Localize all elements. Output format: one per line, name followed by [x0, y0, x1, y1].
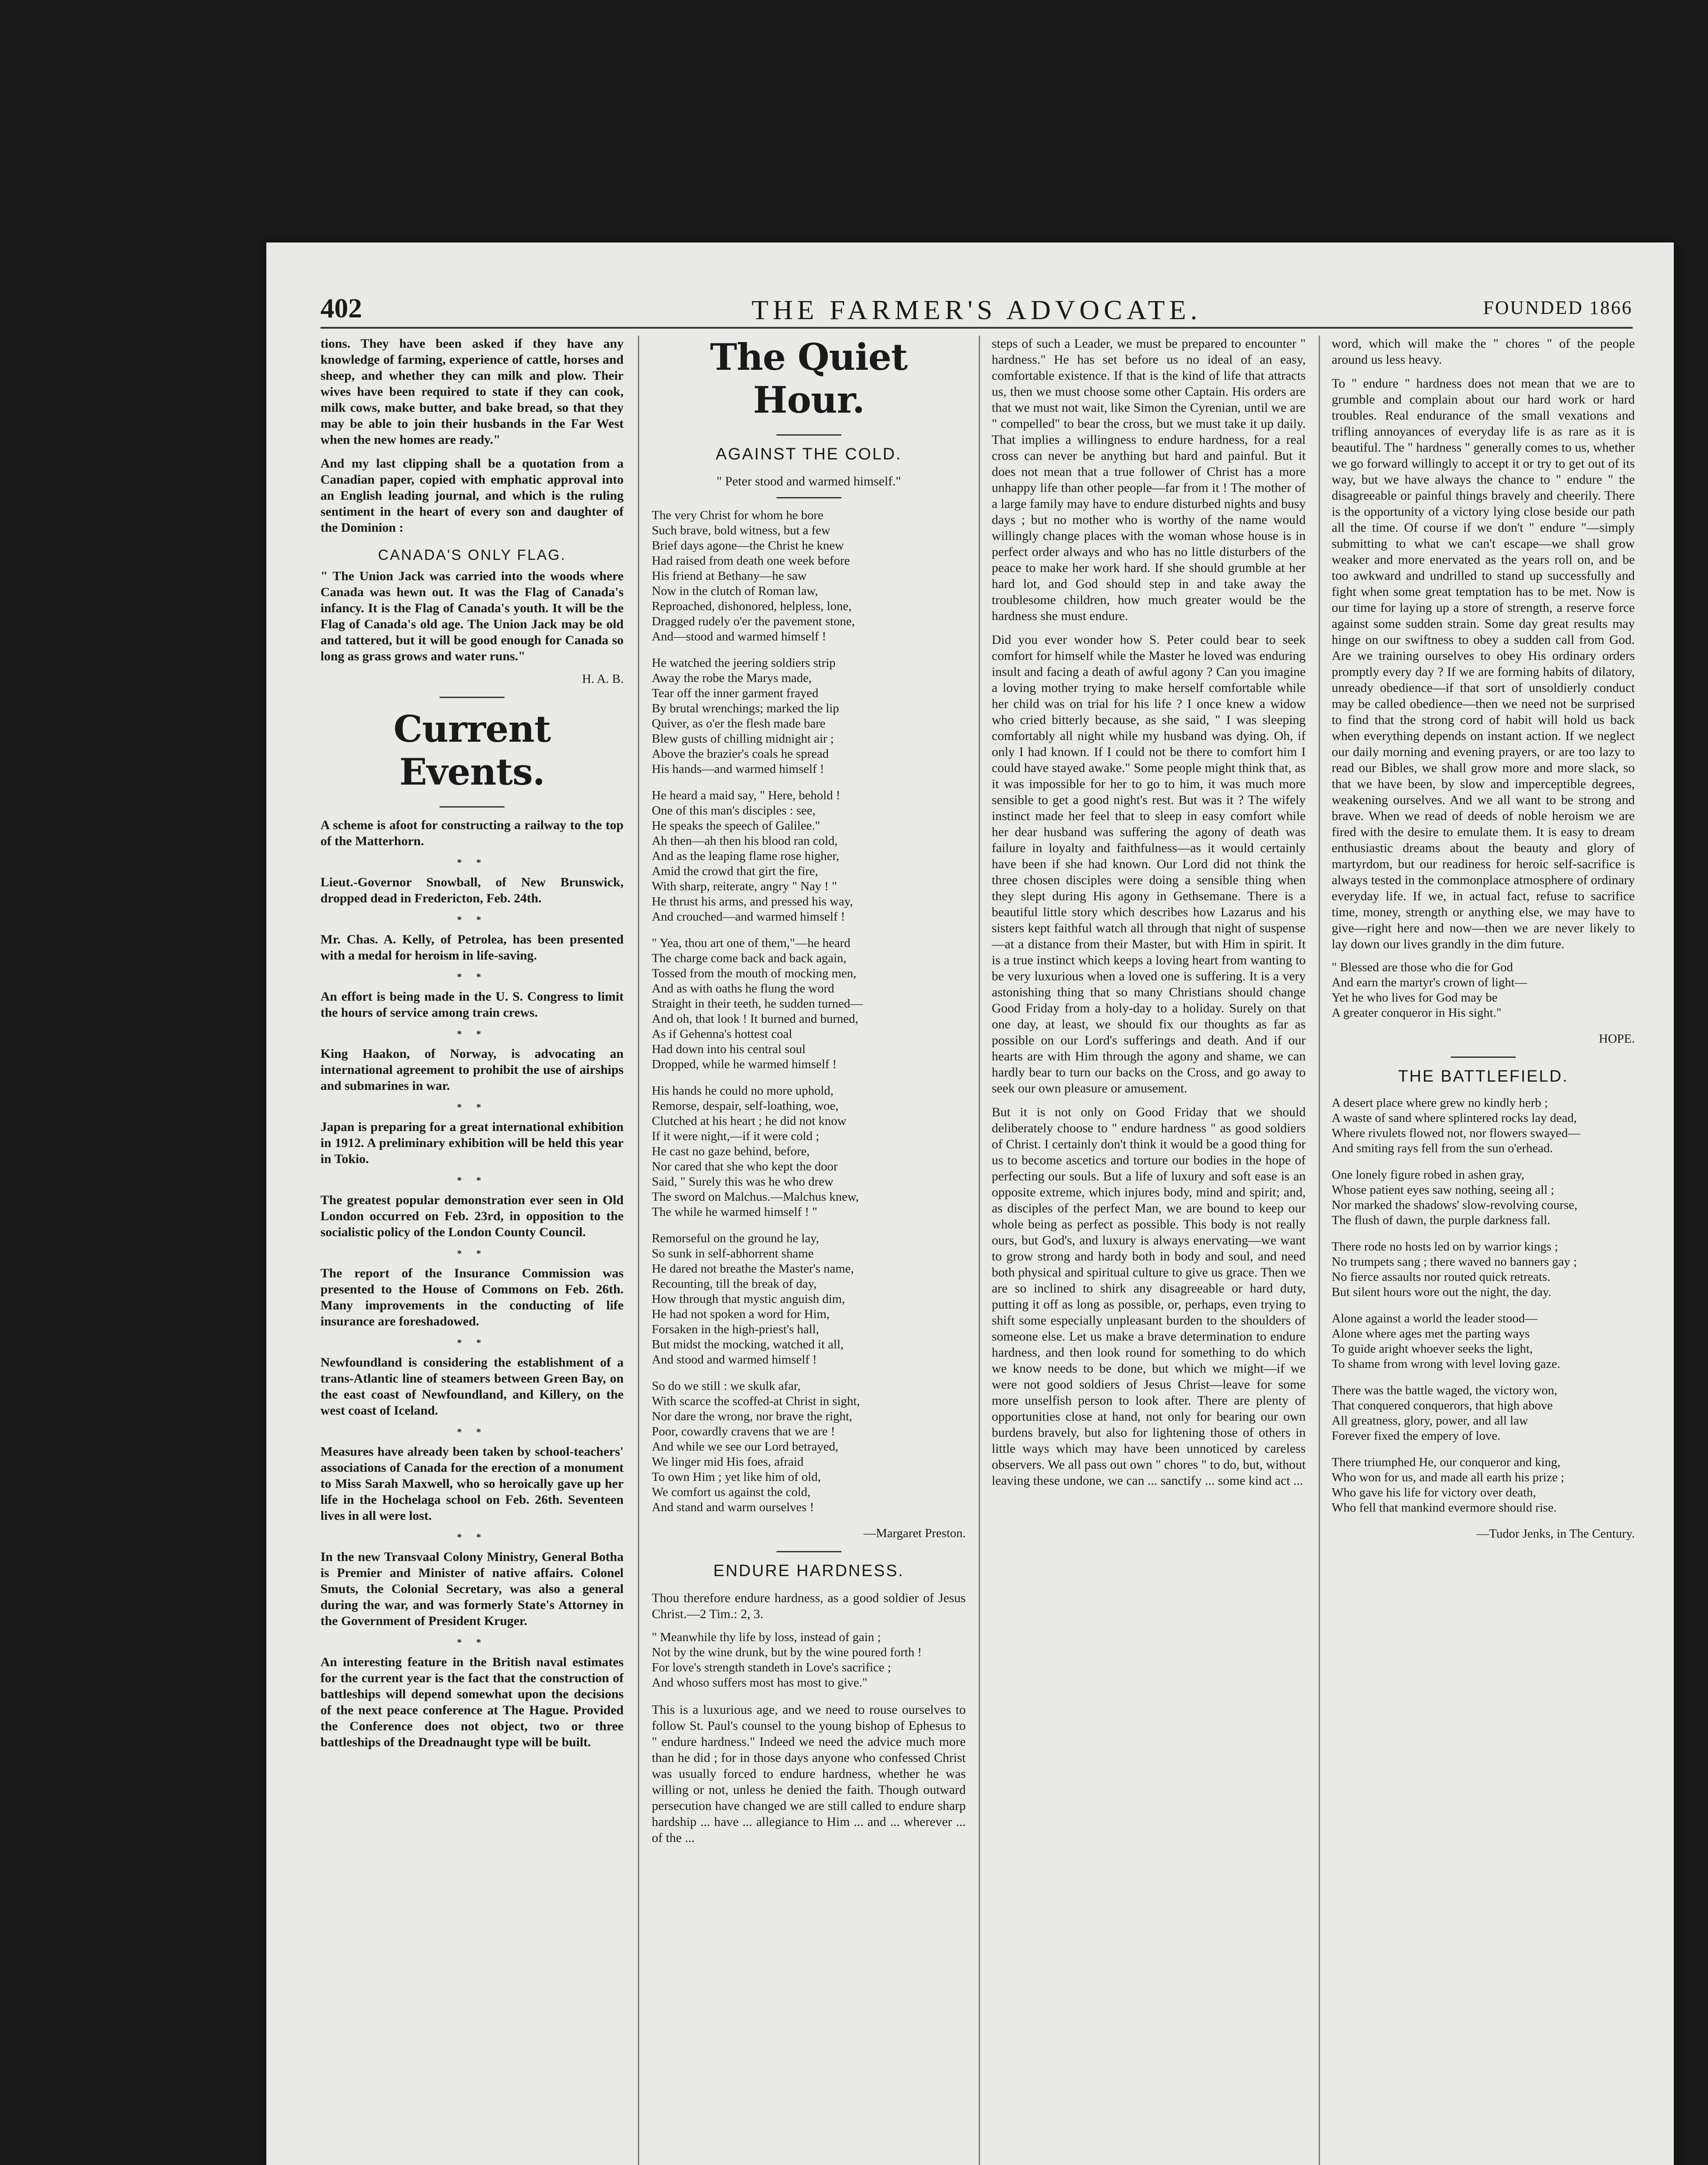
poem-line: Forever fixed the empery of love. [1332, 1429, 1501, 1443]
poem-line: So sunk in self-abhorrent shame [652, 1247, 814, 1260]
poem-line: " Yea, thou art one of them,"—he heard [652, 936, 851, 950]
star-separator: * * [457, 1175, 487, 1186]
divider [776, 497, 841, 498]
poem-line: And—stood and warmed himself ! [652, 630, 826, 643]
poem-line: Alone where ages met the parting ways [1332, 1327, 1530, 1341]
star-separator: * * [457, 971, 487, 982]
poem-signature: —Margaret Preston. [863, 1526, 966, 1540]
star-separator: * * [457, 1248, 487, 1259]
column-3 [992, 336, 1306, 2165]
poem-line: Poor, cowardly cravens that we are ! [652, 1425, 835, 1438]
poem-stanza [652, 656, 966, 777]
poem-stanza [1332, 1383, 1635, 1444]
verse-line: Not by the wine drunk, but by the wine poured forth ! [652, 1645, 922, 1659]
poem-line: Had down into his central soul [652, 1042, 806, 1056]
quiet-hour-title: The Quiet Hour. [710, 336, 908, 421]
poem-line: His friend at Bethany—he saw [652, 569, 807, 583]
newspaper-page [266, 242, 1674, 2165]
poem-line: Who won for us, and made all earth his prize ; [1332, 1470, 1565, 1484]
star-separator: * * [457, 1637, 487, 1648]
poem-line: Blew gusts of chilling midnight air ; [652, 732, 834, 746]
poem-line: Alone against a world the leader stood— [1332, 1312, 1538, 1325]
poem-line: The flush of dawn, the purple darkness fall. [1332, 1213, 1550, 1227]
poem-line: To own Him ; yet like him of old, [652, 1470, 821, 1484]
news-item: Mr. Chas. A. Kelly, of Petrolea, has been presented with a medal for heroism in life-saving. [320, 932, 624, 963]
poem-line: Amid the crowd that girt the fire, [652, 864, 818, 878]
poem-line: Who gave his life for victory over death, [1332, 1486, 1536, 1499]
news-item: In the new Transvaal Colony Ministry, General Botha is Premier and Minister of native affairs. Colonel Smuts, the Colonial Secretary, was also a general during the war, and was formerly State's Attorney in the Government of President Kruger. [320, 1550, 624, 1628]
star-separator: * * [457, 1102, 487, 1112]
poem-line: To shame from wrong with level loving gaze. [1332, 1357, 1560, 1371]
poem-line: Now in the clutch of Roman law, [652, 584, 818, 598]
poem-line: Ah then—ah then his blood ran cold, [652, 834, 838, 848]
battlefield-signature: —Tudor Jenks, in The Century. [1476, 1527, 1635, 1541]
verse-line: " Meanwhile thy life by loss, instead of gain ; [652, 1630, 881, 1644]
star-separator: * * [457, 914, 487, 925]
star-separator: * * [457, 1028, 487, 1039]
poem-stanza [1332, 1455, 1635, 1516]
poem-stanza [1332, 1167, 1635, 1228]
endure-paragraph: This is a luxurious age, and we need to rouse ourselves to follow St. Paul's counsel to the young bishop of Ephesus to " endure hardness." Indeed we need the advice much more than he did ; for in those days anyone who confessed Christ was usually forced to endure hardness, whether he was willing or not, unless he denied the faith. Though outward persecution have changed we are still called to endure sharp hardship ... have ... allegiance to Him ... and ... wherever ... of the ... [652, 1703, 966, 1845]
poem-line: Tossed from the mouth of mocking men, [652, 966, 857, 980]
poem-line: By brutal wrenchings; marked the lip [652, 701, 839, 715]
verse-line: Yet he who lives for God may be [1332, 991, 1498, 1005]
poem-line: Forsaken in the high-priest's hall, [652, 1322, 819, 1336]
poem-line: Reproached, dishonored, helpless, lone, [652, 599, 852, 613]
poem-line: Said, " Surely this was he who drew [652, 1175, 834, 1189]
body-paragraph: steps of such a Leader, we must be prepared to encounter " hardness." He has set before us no ideal of an easy, comfortable existence. If that is the kind of life that attracts us, then we must choose some other Captain. His orders are that we must not wait, like Simon the Cyrenian, until we are " compelled" to bear the cross, but we must take it up daily. That implies a willingness to endure hardness, for a real cross can never be anything but hard and painful. But it does not mean that a true follower of Christ has a more unhappy life than other people—far from it ! The mother of a large family may have to endure disturbed nights and busy days ; but no mother who is worthy of the name would willingly change places with the woman whose house is in perfect order always and who has no little disturbers of the peace to make her work hard. If she should grumble at her hard lot, and God should step in and take away the troublesome children, how much greater would be the hardness she must endure. [992, 336, 1306, 623]
poem-line: There rode no hosts led on by warrior kings ; [1332, 1240, 1558, 1254]
poem-line: The sword on Malchus.—Malchus knew, [652, 1190, 859, 1204]
poem-line: A desert place where grew no kindly herb ; [1332, 1096, 1548, 1110]
poem-line: His hands he could no more uphold, [652, 1084, 834, 1098]
poem-line: No fierce assaults nor routed quick retreats. [1332, 1270, 1550, 1284]
column-4 [1332, 336, 1635, 2165]
endure-scripture: Thou therefore endure hardness, as a good soldier of Jesus Christ.—2 Tim.: 2, 3. [652, 1591, 966, 1621]
poem-line: Quiver, as o'er the flesh made bare [652, 717, 826, 730]
poem-line: The while he warmed himself ! " [652, 1205, 818, 1219]
poem-line: He dared not breathe the Master's name, [652, 1262, 854, 1276]
poem-line: If it were night,—if it were cold ; [652, 1129, 819, 1143]
poem-line: Clutched at his heart ; he did not know [652, 1114, 847, 1128]
poem-line: But silent hours wore out the night, the day. [1332, 1285, 1552, 1299]
news-item: An interesting feature in the British naval estimates for the current year is the fact that the construction of battleships will depend somewhat upon the decisions of the next peace conference at The Hague. Provided the Conference does not object, two or three battleships of the Dreadnaught type will be built. [320, 1655, 624, 1749]
star-separator: * * [457, 857, 487, 868]
poem-line: How through that mystic anguish dim, [652, 1292, 845, 1306]
body-paragraph: To " endure " hardness does not mean that we are to grumble and complain about our hard work or hard troubles. Real endurance of the small vexations and trifling annoyances of everyday life is as rare as it is beautiful. The " hardness " generally comes to us, whether we go forward willingly to accept it or try to get out of its way, but we have always the chance to " endure " the disagreeable or painful things bravely and cheerily. There is the opportunity of a victory lying close beside our path all the time. Of course if we don't " endure "—simply submitting to what we can't escape—we shall grow weaker and more enervated as the years roll on, and be too awkward and undrilled to stand up successfully and fight when some great temptation has to be met. Now is our time for laying up a store of strength, a reserve force against some sudden strain. Some day great results may hinge on our swiftness to obey a sudden call from God. Are we training ourselves to obey His ordinary orders promptly every day ? If we are forming habits of dilatory, unready obedience—if that sort of unsoldierly conduct may be called obedience—then we need not be surprised to find that the strong cord of habit will hold us back when everything depends on instant action. If we neglect our daily morning and evening prayers, or are too lazy to read our Bibles, we shall grow more and more slack, so that we have been, by slow and imperceptible degrees, weakening ourselves. And we all want to be strong and brave. When we read of deeds of noble heroism we are fired with the desire to emulate them. It is easy to dream enthusiastic dreams about the beauty and glory of martyrdom, but our readiness for heroic self-sacrifice is always tested in the commonplace atmosphere of ordinary everyday life. If we, in actual fact, refuse to sacrifice time, money, strength or anything else, we may have to give—right here and now—then we are never likely to lay down our lives grandly in the dim future. [1332, 376, 1635, 951]
poem-line: And as the leaping flame rose higher, [652, 849, 839, 863]
verse-line: And whoso suffers most has most to give." [652, 1676, 867, 1690]
poem-line: Whose patient eyes saw nothing, seeing all ; [1332, 1183, 1554, 1197]
poem-line: There was the battle waged, the victory won, [1332, 1383, 1558, 1397]
poem-line: Nor marked the shadows' slow-revolving course, [1332, 1198, 1578, 1212]
verse-line: " Blessed are those who die for God [1332, 960, 1513, 974]
poem-stanza [1332, 1311, 1635, 1372]
poem-line: All greatness, glory, power, and all law [1332, 1414, 1528, 1428]
poem-line: His hands—and warmed himself ! [652, 762, 824, 776]
current-events-title: Current Events. [393, 708, 551, 793]
publication-title: THE FARMER'S ADVOCATE. [751, 294, 1202, 325]
divider [776, 1551, 841, 1552]
poem-stanza [652, 936, 966, 1072]
poem-line: That conquered conquerors, that high above [1332, 1399, 1553, 1412]
poem-line: And stood and warmed himself ! [652, 1353, 817, 1367]
poem-line: Tear off the inner garment frayed [652, 686, 818, 700]
poem-line: Remorse, despair, self-loathing, woe, [652, 1099, 839, 1113]
flag-text: " The Union Jack was carried into the woods where Canada was hewn out. It was the Flag of Canada's infancy. It is the Flag of Canada's youth. It will be the Flag of Canada's old age. The Union Jack may be old and tattered, but it will be good enough for Canada so long as grass grows and water runs." [320, 569, 624, 663]
poem-line: To guide aright whoever seeks the light, [1332, 1342, 1533, 1356]
poem-line: And smiting rays fell from the sun o'erhead. [1332, 1141, 1553, 1155]
poem-stanza [652, 1379, 966, 1515]
news-item: King Haakon, of Norway, is advocating an international agreement to prohibit the use of airships and submarines in war. [320, 1047, 624, 1093]
poem-line: But midst the mocking, watched it all, [652, 1338, 844, 1351]
poem-line: Such brave, bold witness, but a few [652, 523, 831, 537]
column-rule [1319, 336, 1320, 2165]
poem-line: He cast no gaze behind, before, [652, 1144, 810, 1158]
founded-line: FOUNDED 1866 [1483, 297, 1633, 318]
news-item: Japan is preparing for a great international exhibition in 1912. A preliminary exhibition will be held this year in Tokio. [320, 1120, 624, 1166]
poem-line: Away the robe the Marys made, [652, 671, 812, 685]
news-item: An effort is being made in the U. S. Congress to limit the hours of service among train crews. [320, 989, 624, 1020]
poem-line: He speaks the speech of Galilee." [652, 819, 820, 833]
poem-line: With scarce the scoffed-at Christ in sight, [652, 1394, 860, 1408]
poem-stanza [652, 1231, 966, 1367]
poem-line: So do we still : we skulk afar, [652, 1379, 801, 1393]
intro-paragraph: And my last clipping shall be a quotation from a Canadian paper, copied with emphatic approval into an English leading journal, and which is the ruling sentiment in the heart of every son and daughter of the Dominion : [320, 456, 624, 535]
body-paragraph: Did you ever wonder how S. Peter could bear to seek comfort for himself while the Master he loved was enduring insult and facing a death of awful agony ? Can you imagine a loving mother trying to make herself comfortable while her child was on trial for his life ? I once knew a widow who cried bitterly because, as she said, " I was sleeping comfortably all night while my husband was dying. Oh, if only I had known. If I could not be there to comfort him I could have stayed awake." Some people might think that, as it was impossible for her to go to him, it was much more sensible to get a good night's rest. But was it ? The wifely instinct made her feel that to sleep in easy comfort while her dear husband was suffering the agony of death was failure in loyalty and faithfulness—as it would certainly have been if she had known. Our Lord did not think the three chosen disciples were doing a sensible thing when they slept during His agony in Gethsemane. There is a beautiful little story which describes how Lazarus and his sisters kept faithful watch all through that night of suspense—at a distance from their Master, but with Him in spirit. It is a true instinct which keeps a loving heart from wanting to be very luxurious when a loved one is suffering. It is a very astonishing thing that so many Christians should change Good Friday from a holy-day to a holiday. Surely on that one day, at least, we should fix our thoughts as far as possible on our Lord's sufferings and death. And if our hearts are with Him through the agony and shame, we can hardly bear to turn our backs on the Cross, and go away to seek our own pleasure or amusement. [992, 633, 1306, 1095]
star-separator: * * [457, 1337, 487, 1348]
poem-stanza [652, 788, 966, 924]
cold-heading: AGAINST THE COLD. [715, 445, 902, 463]
star-separator: * * [457, 1532, 487, 1542]
poem-line: A waste of sand where splintered rocks lay dead, [1332, 1111, 1577, 1125]
endure-verse [652, 1630, 966, 1690]
poem-line: Who fell that mankind evermore should rise. [1332, 1501, 1557, 1515]
hope-verse [1332, 960, 1635, 1021]
poem-line: He watched the jeering soldiers strip [652, 656, 836, 670]
cold-epigraph: " Peter stood and warmed himself." [716, 474, 901, 488]
poem-line: Recounting, till the break of day, [652, 1277, 817, 1291]
verse-line: A greater conqueror in His sight." [1332, 1006, 1501, 1020]
poem-line: Dragged rudely o'er the pavement stone, [652, 614, 855, 628]
verse-line: And earn the martyr's crown of light— [1332, 976, 1527, 989]
poem-line: As if Gehenna's hottest coal [652, 1027, 793, 1041]
page-number: 402 [320, 293, 362, 323]
poem-line: Had raised from death one week before [652, 554, 850, 568]
star-separator: * * [457, 1426, 487, 1437]
column-1 [320, 336, 624, 2165]
poem-line: The charge come back and back again, [652, 951, 847, 965]
poem-line: No trumpets sang ; there waved no banners gay ; [1332, 1255, 1577, 1269]
poem-line: He thrust his arms, and pressed his way, [652, 895, 853, 908]
divider [440, 806, 505, 808]
poem-stanza [1332, 1095, 1635, 1156]
news-item: Measures have already been taken by school-teachers' associations of Canada for the erection of a monument to Miss Sarah Maxwell, who so heroically gave up her life in the Hochelaga school on Feb. 26th. Seventeen lives in all were lost. [320, 1444, 624, 1523]
body-paragraph: But it is not only on Good Friday that we should deliberately choose to " endure hardness " as good soldiers of Christ. I certainly don't think it would be a good thing for us to become ascetics and torture our bodies in the hope of perfecting our souls. But a life of luxury and soft ease is an opposite extreme, which injures body, mind and spirit; and, as disciples of the perfect Man, we are bound to keep our whole being as perfect as possible. This body is not really ours, but God's, and luxury is always enervating—we want to grow strong and hardy both in body and soul, and need both physical and spiritual culture to give us grace. Then we are so inclined to shirk any disagreeable or hard duty, putting it off as long as possible, or, perhaps, even trying to shift some especially unpleasant burden to the shoulders of someone else. Let us make a brave determination to endure hardness, and then look round for something to do which we know needs to be done, but which we might—if we were not good soldiers of Jesus Christ—leave for some more unselfish person to look after. There are plenty of opportunities close at hand, not only for bearing our own burdens bravely, but also for lightening those of others in little ways which may have been unnoticed by careless observers. We all pass out own " chores " to do, but, without leaving these undone, we can ... sanctify ... some kind act ... [992, 1105, 1306, 1488]
poem-line: We linger mid His foes, afraid [652, 1455, 804, 1469]
poem-line: The very Christ for whom he bore [652, 508, 824, 522]
poem-line: And stand and warm ourselves ! [652, 1500, 814, 1514]
news-item: Newfoundland is considering the establishment of a trans-Atlantic line of steamers between Green Bay, on the east coast of Newfoundland, and Killery, on the west coast of Iceland. [320, 1355, 624, 1418]
poem-line: There triumphed He, our conqueror and king, [1332, 1455, 1561, 1469]
poem-line: One of this man's disciples : see, [652, 804, 816, 818]
body-paragraph: word, which will make the " chores " of the people around us less heavy. [1332, 336, 1635, 367]
poem-line: He had not spoken a word for Him, [652, 1307, 830, 1321]
battlefield-heading: THE BATTLEFIELD. [1398, 1067, 1569, 1086]
poem-line: And oh, that look ! It burned and burned, [652, 1012, 858, 1026]
poem-stanza [652, 1083, 966, 1220]
poem-stanza [652, 508, 966, 644]
poem-line: And crouched—and warmed himself ! [652, 910, 845, 924]
news-item: The greatest popular demonstration ever seen in Old London occurred on Feb. 23rd, in opposition to the socialistic policy of the London County Council. [320, 1193, 624, 1239]
poem-line: And while we see our Lord betrayed, [652, 1440, 838, 1454]
flag-heading: CANADA'S ONLY FLAG. [378, 547, 566, 563]
poem-line: Where rivulets flowed not, nor flowers swayed— [1332, 1126, 1581, 1140]
poem-line: Above the brazier's coals he spread [652, 747, 829, 761]
poem-against-the-cold [652, 508, 966, 1515]
poem-line: Nor cared that she who kept the door [652, 1160, 838, 1173]
intro-paragraph: tions. They have been asked if they have any knowledge of farming, experience of cattle, horses and sheep, and whether they can milk and plow. Their wives have been required to state if they can cook, milk cows, make butter, and bake bread, so that they may be able to join their husbands in the Far West when the new homes are ready." [320, 336, 624, 447]
poem-line: With sharp, reiterate, angry " Nay ! " [652, 879, 837, 893]
endure-heading: ENDURE HARDNESS. [713, 1562, 904, 1580]
poem-line: Brief days agone—the Christ he knew [652, 539, 844, 553]
poem-line: Dropped, while he warmed himself ! [652, 1057, 837, 1071]
page-header [320, 288, 1633, 329]
news-list [320, 817, 624, 1750]
poem-stanza [1332, 1239, 1635, 1300]
column-rule [638, 336, 639, 2165]
news-item: The report of the Insurance Commission was presented to the House of Commons on Feb. 26th. Many improvements in the conducting of life insurance are foreshadowed. [320, 1266, 624, 1328]
column-2 [652, 336, 966, 2165]
poem-line: Nor dare the wrong, nor brave the right, [652, 1409, 853, 1423]
poem-line: We comfort us against the cold, [652, 1485, 811, 1499]
poem-line: Straight in their teeth, he sudden turned— [652, 997, 863, 1011]
poem-line: And as with oaths he flung the word [652, 982, 835, 995]
verse-signature: HOPE. [1599, 1032, 1635, 1046]
divider [1451, 1057, 1516, 1058]
flag-signature: H. A. B. [582, 672, 624, 686]
divider [776, 434, 841, 436]
poem-the-battlefield [1332, 1095, 1635, 1516]
poem-line: Remorseful on the ground he lay, [652, 1231, 819, 1245]
news-item: A scheme is afoot for constructing a railway to the top of the Matterhorn. [320, 818, 624, 848]
poem-line: One lonely figure robed in ashen gray, [1332, 1168, 1525, 1182]
news-item: Lieut.-Governor Snowball, of New Brunswick, dropped dead in Fredericton, Feb. 24th. [320, 875, 624, 905]
poem-line: He heard a maid say, " Here, behold ! [652, 788, 841, 802]
divider [440, 697, 505, 698]
verse-line: For love's strength standeth in Love's sacrifice ; [652, 1661, 891, 1674]
column-rule [979, 336, 980, 2165]
